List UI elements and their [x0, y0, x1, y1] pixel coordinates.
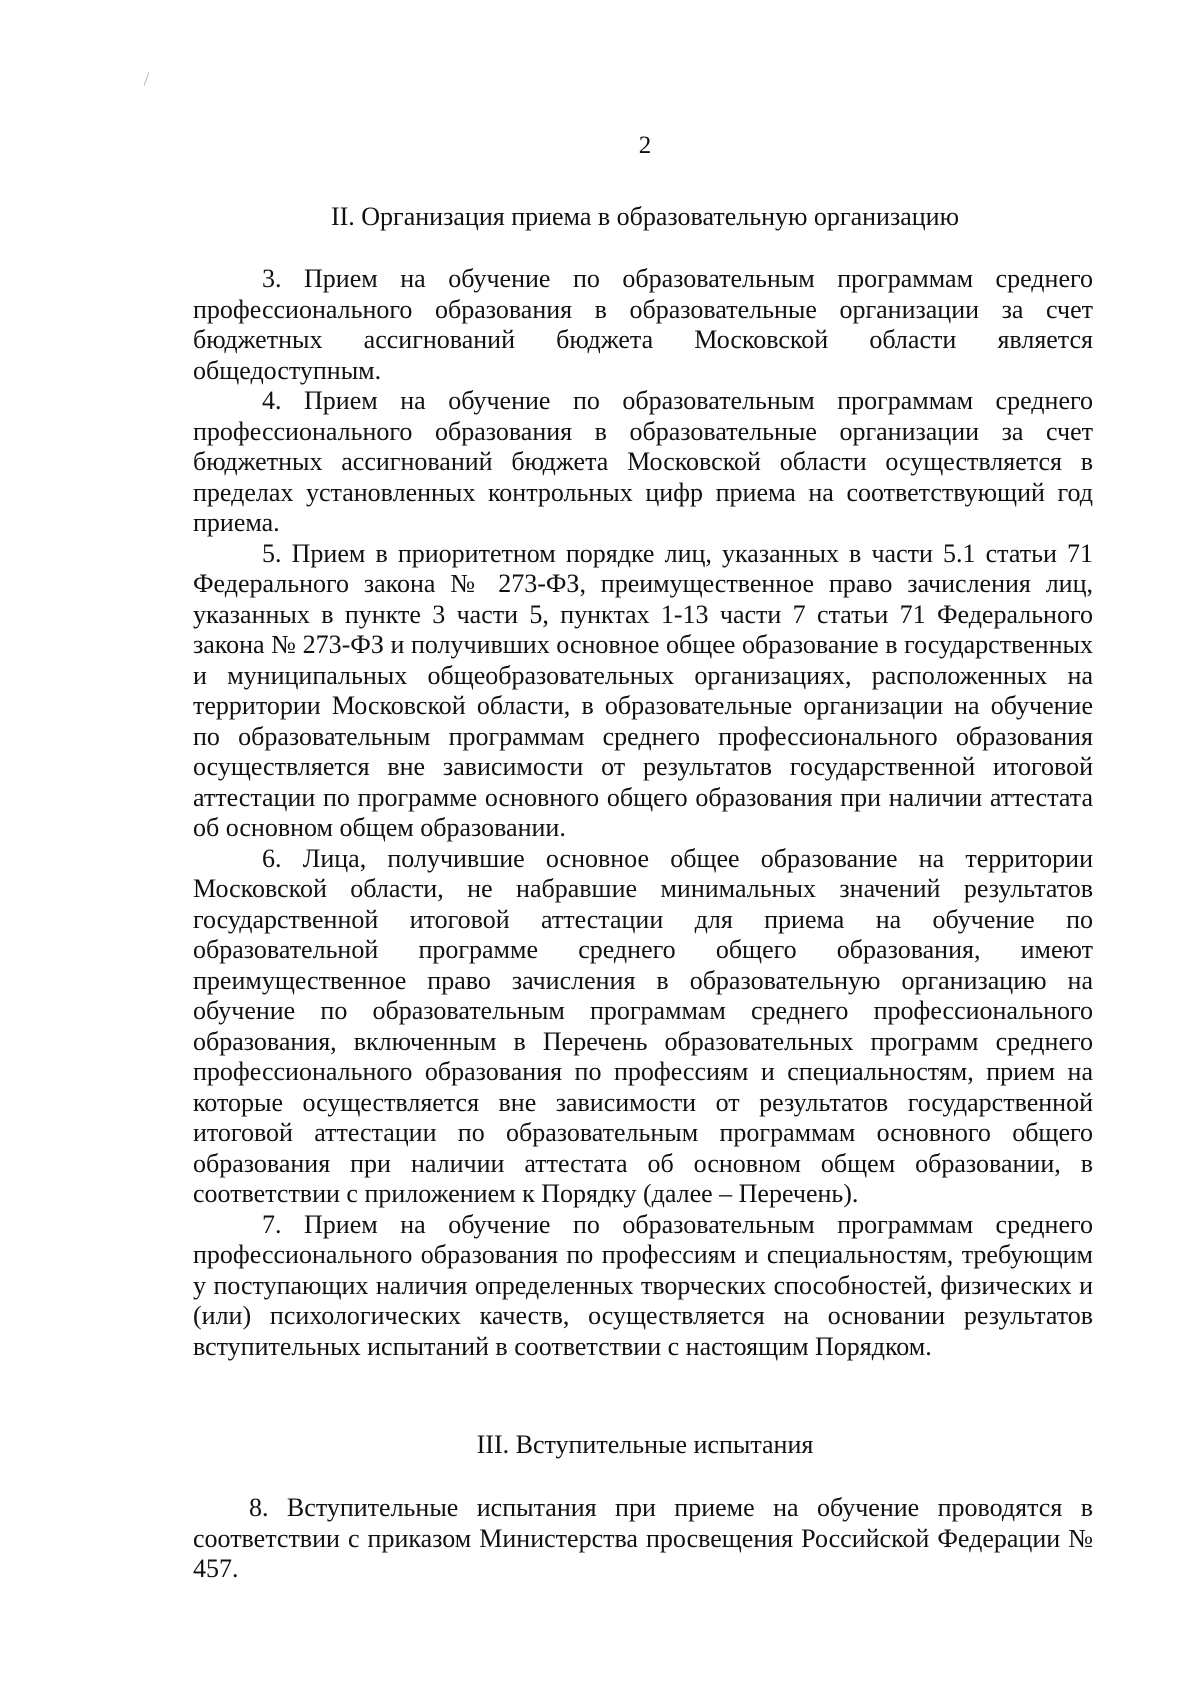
- paragraph-7: 7. Прием на обучение по образовательным программам среднего профессионального образования по профессиям и специальностям, требующим у поступающих наличия определенных творческих способностей, физических и (или) психологических качеств, осуществляется на основании результатов вступительных испытаний в соответствии с настоящим Порядком.: [193, 1209, 1093, 1361]
- paragraph-8: 8. Вступительные испытания при приеме на обучение проводятся в соответствии с приказом Министерства просвещения Российской Федерации № 457.: [193, 1493, 1093, 1583]
- section-2-body: [193, 264, 1093, 1362]
- section-2-heading: II. Организация приема в образовательную организацию: [330, 202, 960, 231]
- paragraph-4: 4. Прием на обучение по образовательным программам среднего профессионального образования в образовательные организации за счет бюджетных ассигнований бюджета Московской области осуществляется в пределах установленных контрольных цифр приема на соответствующий год приема.: [193, 386, 1093, 537]
- paragraph-3: 3. Прием на обучение по образовательным программам среднего профессионального образования в образовательные организации за счет бюджетных ассигнований бюджета Московской области является общедоступным.: [193, 264, 1093, 385]
- paragraph-6: 6. Лица, получившие основное общее образование на территории Московской области, не набравшие минимальных значений результатов государственной итоговой аттестации для приема на обучение по образовательной программе среднего общего образования, имеют преимущественное право зачисления в образовательную организацию на обучение по образовательным программам среднего профессионального образования, включенным в Перечень образовательных программ среднего профессионального образования по профессиям и специальностям, прием на которые осуществляется вне зависимости от результатов государственной итоговой аттестации по образовательным программам основного общего образования при наличии аттестата об основном общем образовании, в соответствии с приложением к Порядку (далее – Перечень).: [193, 843, 1093, 1208]
- section-3-heading: III. Вступительные испытания: [476, 1430, 814, 1459]
- scan-speck: [144, 72, 150, 85]
- paragraph-5: 5. Прием в приоритетном порядке лиц, указанных в части 5.1 статьи 71 Федерального закона № 273-ФЗ, преимущественное право зачисления лиц, указанных в пункте 3 части 5, пунктах 1-13 части 7 статьи 71 Федерального закона № 273-ФЗ и получивших основное общее образование в государственных и муниципальных общеобразовательных организациях, расположенных на территории Московской области, в образовательные организации на обучение по образовательным программам среднего профессионального образования осуществляется вне зависимости от результатов государственной итоговой аттестации по программе основного общего образования при наличии аттестата об основном общем образовании.: [193, 538, 1093, 842]
- page-number: 2: [638, 132, 652, 159]
- section-3-body: [193, 1493, 1093, 1585]
